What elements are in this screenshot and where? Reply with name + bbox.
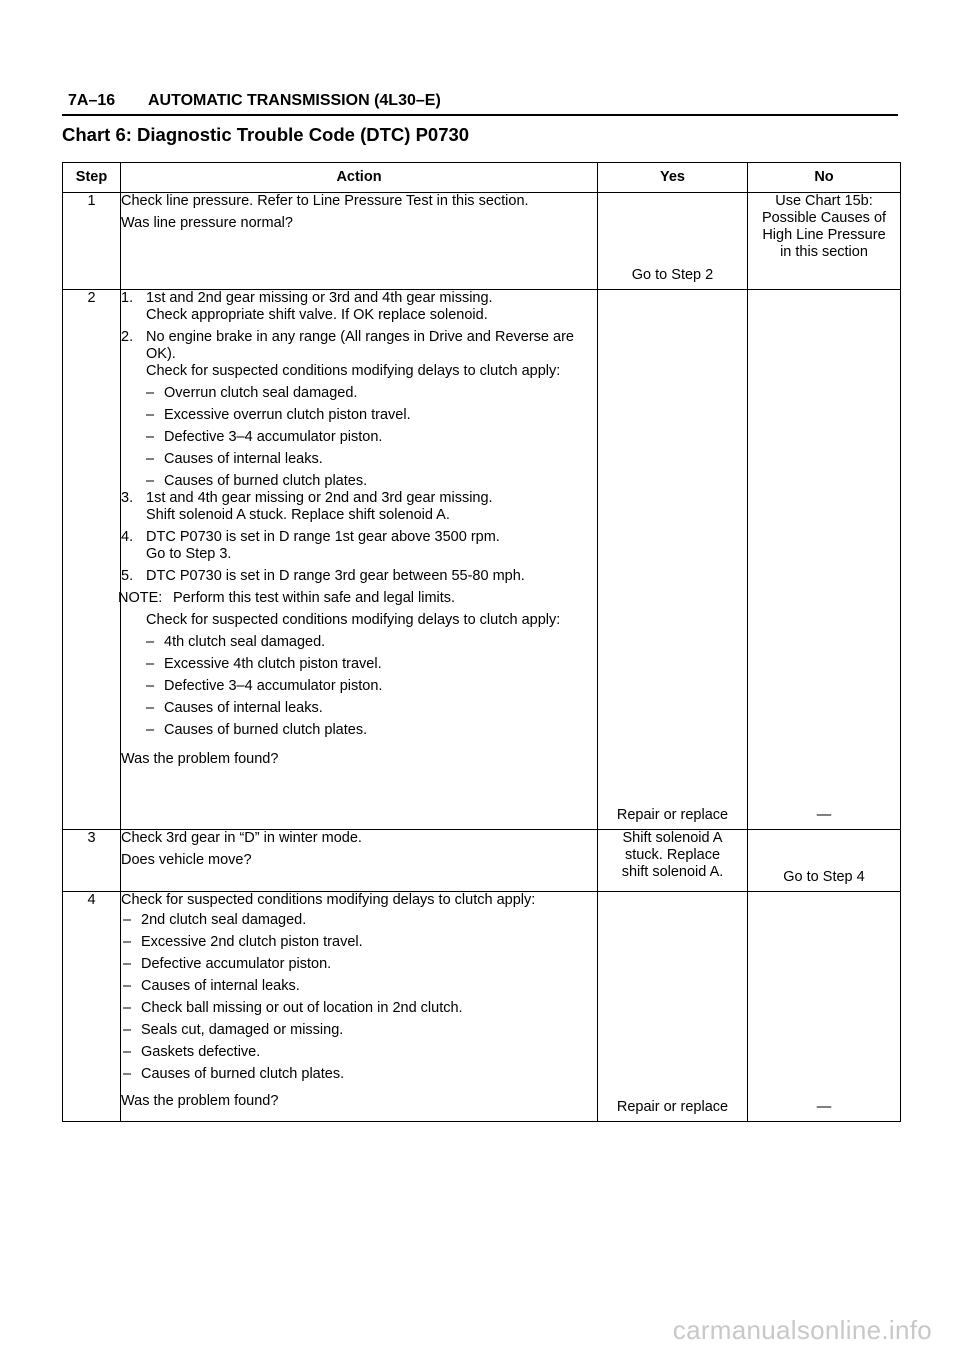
yes-cell [598,193,748,290]
dash-bullet: – [146,656,155,672]
action-cell [121,892,598,1122]
dash-bullet: – [146,700,155,716]
list-item-text: 2nd clutch seal damaged. [141,912,307,928]
step-number: 2 [63,290,121,830]
list-item [121,473,597,490]
table-row [63,830,901,892]
step-number: 1 [63,193,121,290]
column-header-step: Step [63,163,121,193]
action-text: Check 3rd gear in “D” in winter mode. [121,830,362,846]
no-cell [748,830,901,892]
list-item: 5. DTC P0730 is set in D range 3rd gear between 55-80 mph. [121,568,597,585]
page-number: 7A–16 [68,92,116,109]
step-number: 4 [63,892,121,1122]
action-text: Check line pressure. Refer to Line Pressure Test in this section. [121,193,529,209]
list-item: 3. 1st and 4th gear missing or 2nd and 3rd gear missing. Shift solenoid A stuck. Replace shift solenoid A. [121,490,597,524]
list-item [121,634,597,651]
list-item-text: Defective 3–4 accumulator piston. [164,678,383,694]
list-item [121,1044,597,1061]
list-item-text: Causes of internal leaks. [164,700,323,716]
dash-bullet: – [146,473,155,489]
watermark: carmanualsonline.info [672,1315,932,1345]
action-cell [121,193,598,290]
list-item [121,1022,597,1039]
list-item [121,407,597,424]
dash-bullet: – [146,451,155,467]
diagnostic-table [62,162,901,1122]
list-item [121,934,597,951]
list-item: 2. No engine brake in any range (All ranges in Drive and Reverse are OK). Check for suspected conditions modifying delays to clutch apply: [121,329,597,380]
table-row [63,290,901,830]
note: NOTE: Perform this test within safe and legal limits. [118,590,456,606]
yes-result: Shift solenoid A stuck. Replace shift solenoid A. [621,830,724,880]
list-item-text: DTC P0730 is set in D range 1st gear above 3500 rpm. Go to Step 3. [146,529,500,562]
step-number: 3 [63,830,121,892]
list-item-text: No engine brake in any range (All ranges in Drive and Reverse are OK). Check for suspected conditions modifying delays to clutch apply: [146,329,574,379]
dash-bullet: – [146,722,155,738]
action-text: Check for suspected conditions modifying delays to clutch apply: [121,892,536,908]
yes-cell [598,892,748,1122]
no-cell [748,892,901,1122]
table-row [63,193,901,290]
list-item-text: Excessive 4th clutch piston travel. [164,656,382,672]
no-result: Go to Step 4 [783,869,865,885]
no-cell [748,290,901,830]
list-item-text: Defective 3–4 accumulator piston. [164,429,383,445]
dash-bullet: – [123,1044,132,1060]
dash-bullet: – [146,678,155,694]
list-item-text: Gaskets defective. [141,1044,261,1060]
list-item-text: Overrun clutch seal damaged. [164,385,358,401]
dash-bullet: – [146,385,155,401]
list-item-text: Check ball missing or out of location in 2nd clutch. [141,1000,463,1016]
action-text: Check for suspected conditions modifying delays to clutch apply: [146,612,561,628]
action-cell [121,830,598,892]
list-item [121,978,597,995]
yes-cell [598,830,748,892]
dash-bullet: – [123,912,132,928]
list-item [121,1000,597,1017]
column-header-yes: Yes [598,163,748,193]
list-item [121,912,597,929]
section-title: AUTOMATIC TRANSMISSION (4L30–E) [148,92,441,109]
list-item: 1. 1st and 2nd gear missing or 3rd and 4th gear missing. Check appropriate shift valve. If OK replace solenoid. [121,290,597,324]
yes-result: Repair or replace [616,1099,729,1115]
column-header-no: No [748,163,901,193]
yes-result: Repair or replace [616,807,729,823]
no-cell [748,193,901,290]
list-item: 4. DTC P0730 is set in D range 1st gear above 3500 rpm. Go to Step 3. [121,529,597,563]
list-item [121,722,597,739]
list-item-text: Causes of internal leaks. [164,451,323,467]
table-row [63,892,901,1122]
list-item-text: Causes of burned clutch plates. [164,722,368,738]
action-question: Was the problem found? [121,751,279,767]
list-item-text: DTC P0730 is set in D range 3rd gear between 55-80 mph. [146,568,525,584]
dash-bullet: – [146,634,155,650]
list-item-text: 1st and 4th gear missing or 2nd and 3rd gear missing. Shift solenoid A stuck. Replace shift solenoid A. [146,490,493,523]
dash-bullet: – [146,429,155,445]
page-header [62,90,898,116]
no-result: — [816,807,832,823]
list-item-text: Defective accumulator piston. [141,956,332,972]
dash-bullet: – [123,1066,132,1082]
action-question: Does vehicle move? [121,852,252,868]
list-item-text: 4th clutch seal damaged. [164,634,326,650]
chart-title: Chart 6: Diagnostic Trouble Code (DTC) P0730 [62,124,470,145]
yes-result: Go to Step 2 [631,267,714,283]
list-item [121,451,597,468]
action-cell [118,290,598,830]
list-item [121,385,597,402]
action-question: Was the problem found? [121,1093,279,1109]
list-item-text: Causes of burned clutch plates. [141,1066,345,1082]
dash-bullet: – [146,407,155,423]
list-item [121,956,597,973]
list-item-text: Seals cut, damaged or missing. [141,1022,344,1038]
list-item [121,700,597,717]
list-item-text: Causes of internal leaks. [141,978,300,994]
dash-bullet: – [123,934,132,950]
table-header-row [63,163,901,193]
list-item-text: Excessive overrun clutch piston travel. [164,407,411,423]
column-header-action: Action [121,163,598,193]
dash-bullet: – [123,978,132,994]
action-question: Was line pressure normal? [121,215,293,231]
list-item-text: Excessive 2nd clutch piston travel. [141,934,363,950]
list-item [121,656,597,673]
dash-bullet: – [123,1000,132,1016]
dash-bullet: – [123,956,132,972]
list-item [121,1066,597,1083]
list-item-text: 1st and 2nd gear missing or 3rd and 4th gear missing. Check appropriate shift valve. If OK replace solenoid. [146,290,493,323]
yes-cell [598,290,748,830]
list-item [121,678,597,695]
list-item [121,429,597,446]
no-result: Use Chart 15b: Possible Causes of High Line Pressure in this section [761,193,887,260]
dash-bullet: – [123,1022,132,1038]
no-result: — [816,1099,832,1115]
list-item-text: Causes of burned clutch plates. [164,473,368,489]
